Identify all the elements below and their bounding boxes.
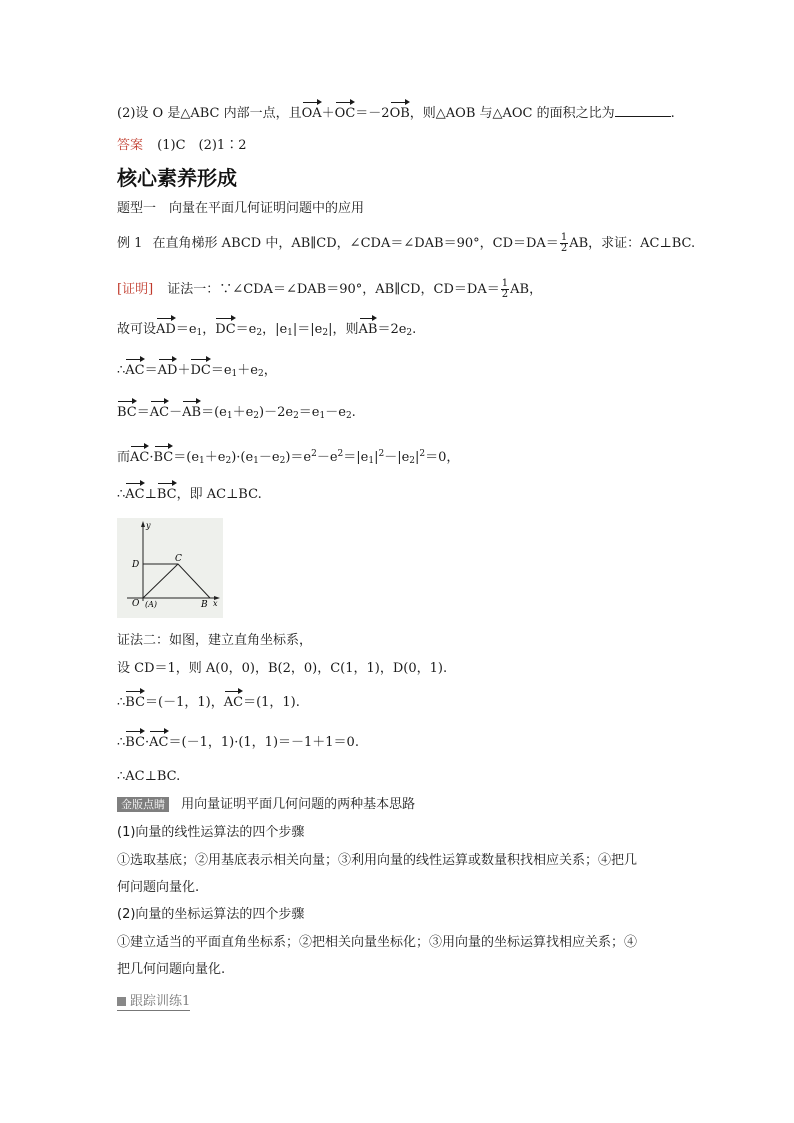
vector-oc: OC: [334, 106, 356, 121]
method2-line-1: 设 CD＝1，则 A(0，0)，B(2，0)，C(1，1)，D(0，1).: [117, 661, 448, 676]
label-o: O: [132, 599, 140, 609]
method2-line-4: ∴AC⊥BC.: [117, 769, 181, 784]
proof-line-6: ∴AC⊥BC，即 AC⊥BC.: [117, 487, 262, 502]
label-x: x: [213, 599, 218, 608]
method2-line-2: ∴BC＝(－1，1)，AC＝(1，1).: [117, 695, 300, 710]
tip-p2a: ①建立适当的平面直角坐标系；②把相关向量坐标化；③用向量的坐标运算找相应关系；④: [117, 935, 638, 950]
label-d: D: [132, 560, 140, 570]
proof-line-2: 故可设$AD=e_1$，$DC=e_2$，$|e_1|=|e_2|$，则$AB=2e_2$.: [117, 322, 417, 338]
answer-label: 答案: [117, 138, 144, 153]
fraction-half: $\frac{1}{2}$: [560, 232, 568, 254]
question-2: (2)设 O 是△ABC 内部一点，且OA＋OC＝－2OB，则△AOB 与△AOC 的面积之比为 .: [117, 106, 675, 121]
tip-p2b: 把几何问题向量化.: [117, 962, 226, 977]
answer-blank: [615, 104, 671, 117]
proof-line-3: $\therefore AC=AD+DC=e_1+e_2$，: [117, 363, 277, 379]
coordinate-figure: [117, 518, 223, 618]
proof-line-5: 而$AC\cdot BC=(e_1+e_2)\cdot(e_1-e_2)=e^2-e^2=|e_1|^2-|e_2|^2=0$，: [117, 449, 460, 466]
square-icon: [117, 997, 126, 1006]
tracking-label: 跟踪训练1: [130, 994, 191, 1009]
tracking-training: [117, 990, 190, 1011]
proof-label: [证明]: [117, 282, 154, 297]
tip-badge: 金版点睛: [117, 797, 169, 812]
label-b: B: [201, 600, 208, 610]
method2-line-3: ∴BC·AC＝(－1，1)·(1，1)＝－1＋1＝0.: [117, 735, 359, 750]
example-1: 例 1 在直角梯形 ABCD 中，AB∥CD，∠CDA＝∠DAB＝90°，CD＝DA＝ $\frac{1}{2}$ AB，求证：AC⊥BC.: [117, 232, 696, 254]
tip-title: 用向量证明平面几何问题的两种基本思路: [181, 797, 416, 812]
answer-line: [117, 137, 246, 155]
label-c: C: [175, 554, 182, 564]
topic-heading: 题型一 向量在平面几何证明问题中的应用: [117, 201, 365, 216]
fraction-half: $\frac{1}{2}$: [501, 278, 509, 300]
section-title: 核心素养形成: [117, 166, 237, 190]
vector-ob: OB: [389, 106, 410, 121]
tip-h1: (1)向量的线性运算法的四个步骤: [117, 825, 305, 840]
proof-line-1: [证明] 证法一：∵∠CDA＝∠DAB＝90°，AB∥CD，CD＝DA＝ $\frac{1}{2}$ AB，: [117, 278, 543, 300]
answer-text: (1)C (2)1∶2: [157, 138, 247, 153]
example-label: 例 1: [117, 236, 143, 251]
tip-p1b: 何问题向量化.: [117, 880, 200, 895]
tip-heading: [117, 796, 415, 814]
label-a: (A): [145, 600, 158, 609]
tip-h2: (2)向量的坐标运算法的四个步骤: [117, 907, 305, 922]
proof-line-4: $BC=AC-AB=(e_1+e_2)-2e_2=e_1-e_2$.: [117, 405, 356, 421]
vector-oa: OA: [301, 106, 322, 121]
method2-title: 证法二：如图，建立直角坐标系，: [117, 633, 313, 648]
label-y: y: [146, 521, 151, 530]
tip-p1a: ①选取基底；②用基底表示相关向量；③利用向量的线性运算或数量积找相应关系；④把几: [117, 853, 638, 868]
